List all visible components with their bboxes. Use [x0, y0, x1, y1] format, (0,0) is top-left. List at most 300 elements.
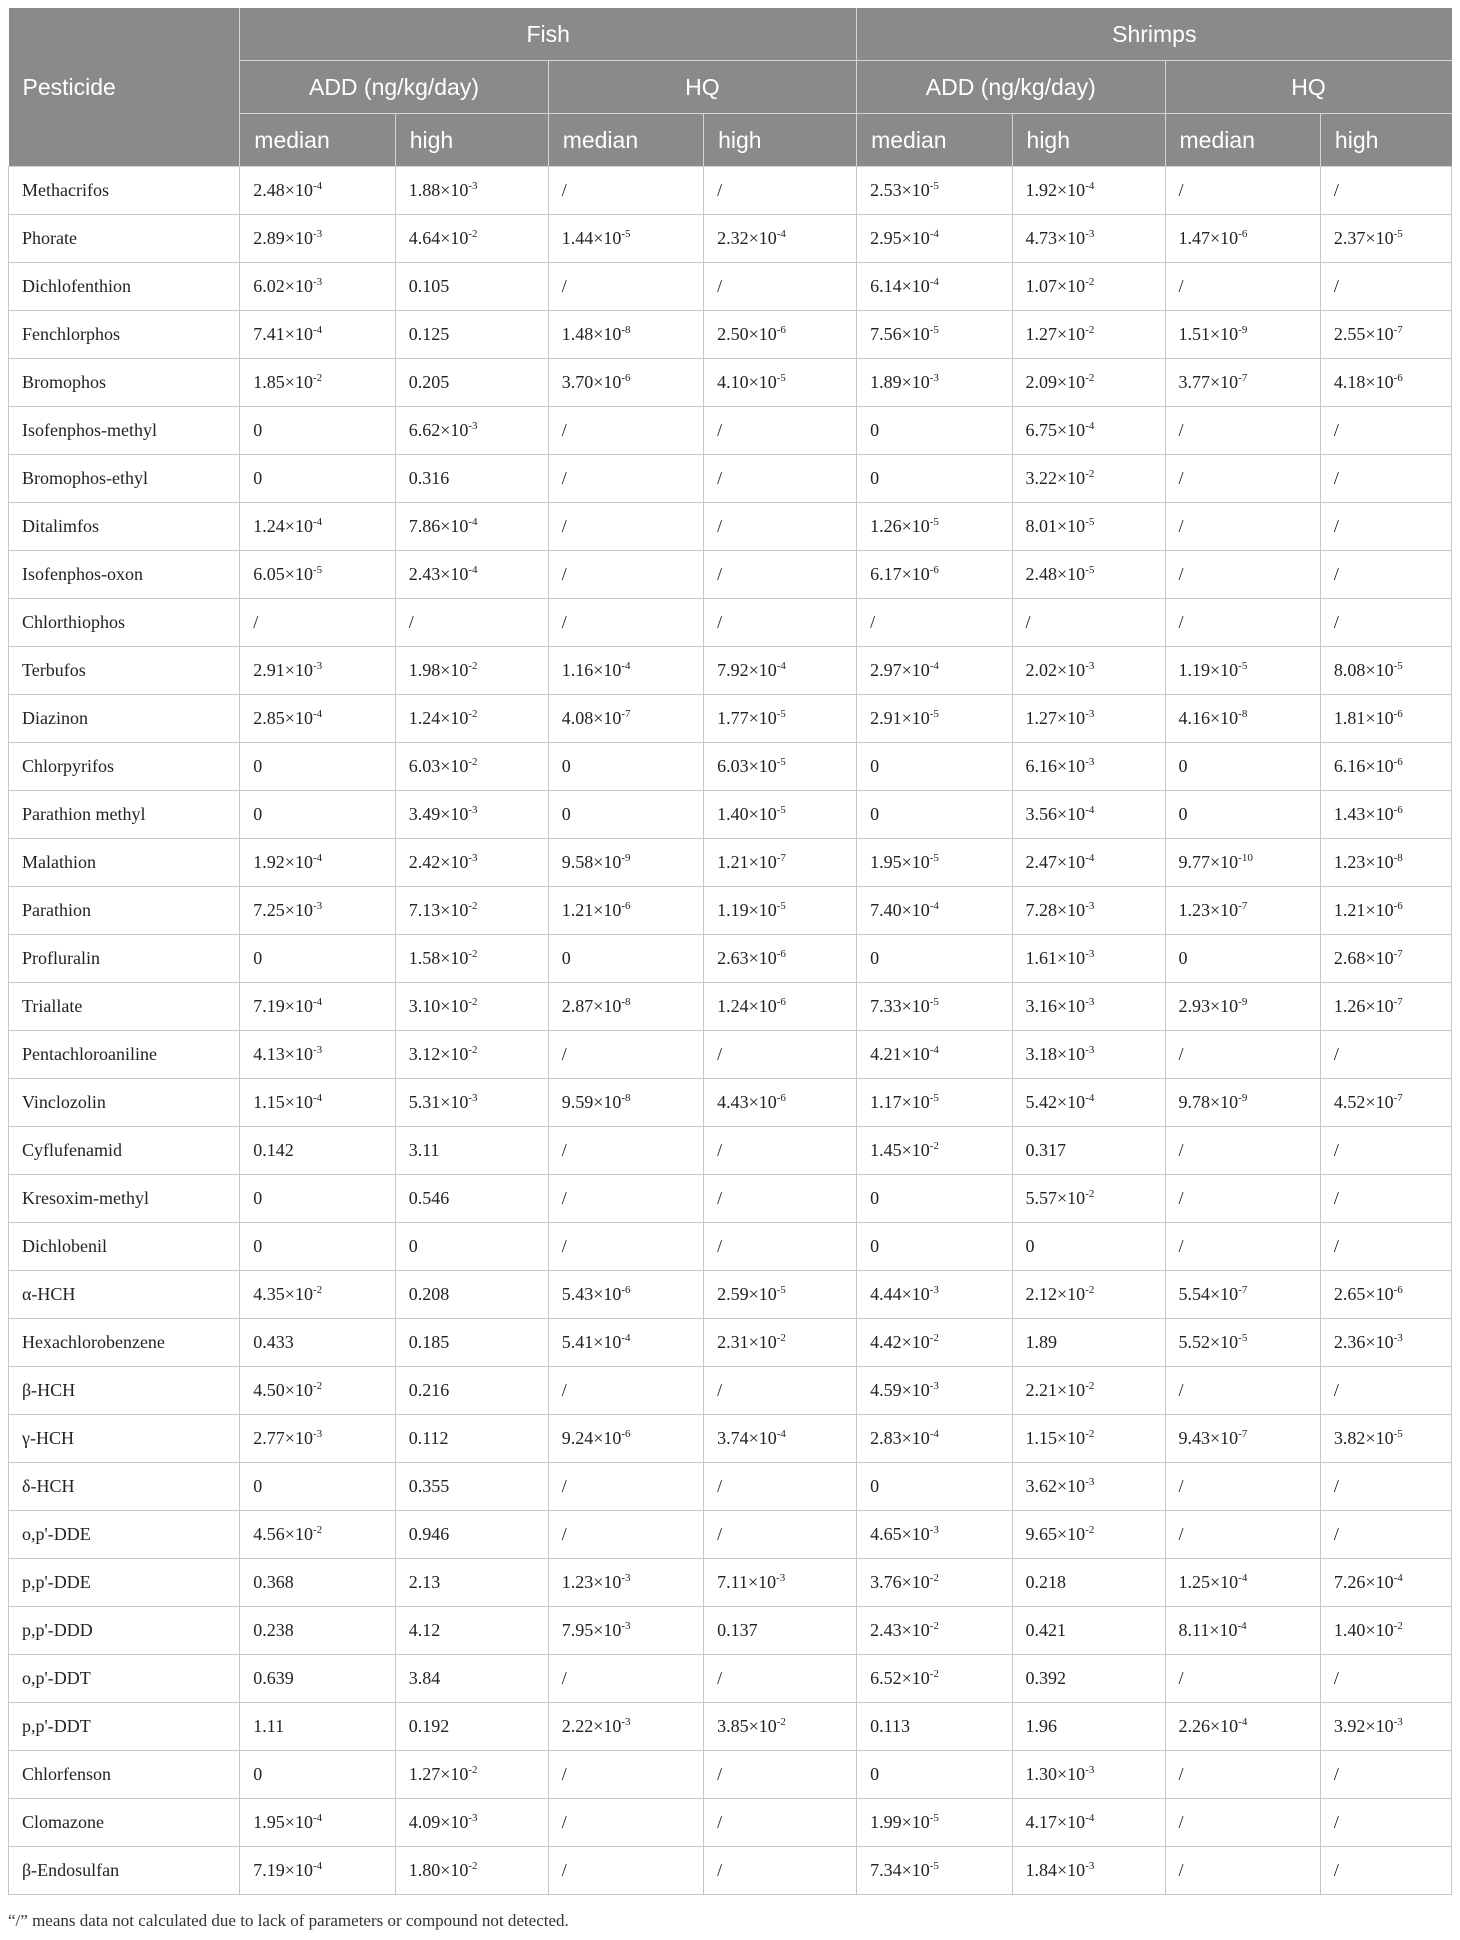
shrimps-hq-high-cell: $1.40\times 10^{-2}$: [1320, 1607, 1451, 1655]
fish-hq-high-cell: $2.31\times 10^{-2}$: [704, 1319, 857, 1367]
fish-add-median-cell: $7.41\times 10^{-4}$: [240, 311, 395, 359]
table-row: [9, 263, 1452, 311]
table-row: [9, 743, 1452, 791]
fish-hq-median-cell: /: [548, 1127, 703, 1175]
pesticide-name-cell: Parathion: [9, 887, 240, 935]
fish-add-high-cell: 4.12: [395, 1607, 548, 1655]
pesticide-name-cell: Chlorthiophos: [9, 599, 240, 647]
table-row: [9, 1079, 1452, 1127]
fish-hq-median-cell: /: [548, 455, 703, 503]
header-pesticide: Pesticide: [9, 8, 240, 167]
fish-hq-high-cell: /: [704, 551, 857, 599]
header-fish-hq-high: high: [704, 114, 857, 167]
shrimps-add-high-cell: $8.01\times 10^{-5}$: [1012, 503, 1165, 551]
fish-add-high-cell: 0.316: [395, 455, 548, 503]
fish-hq-median-cell: /: [548, 1655, 703, 1703]
header-shrimps-add-median: median: [857, 114, 1012, 167]
pesticide-name-cell: δ-HCH: [9, 1463, 240, 1511]
fish-hq-high-cell: /: [704, 167, 857, 215]
fish-add-median-cell: $4.56\times 10^{-2}$: [240, 1511, 395, 1559]
fish-add-median-cell: $1.92\times 10^{-4}$: [240, 839, 395, 887]
fish-add-high-cell: $6.62\times 10^{-3}$: [395, 407, 548, 455]
table-row: [9, 1703, 1452, 1751]
shrimps-hq-high-cell: $1.21\times 10^{-6}$: [1320, 887, 1451, 935]
pesticide-name-cell: p,p'-DDD: [9, 1607, 240, 1655]
fish-add-high-cell: $1.80\times 10^{-2}$: [395, 1847, 548, 1895]
fish-hq-high-cell: 0.137: [704, 1607, 857, 1655]
fish-add-high-cell: 0: [395, 1223, 548, 1271]
fish-add-median-cell: 0.639: [240, 1655, 395, 1703]
table-row: [9, 839, 1452, 887]
fish-add-median-cell: $4.13\times 10^{-3}$: [240, 1031, 395, 1079]
fish-add-median-cell: 0.368: [240, 1559, 395, 1607]
shrimps-add-high-cell: $3.56\times 10^{-4}$: [1012, 791, 1165, 839]
shrimps-add-median-cell: $1.45\times 10^{-2}$: [857, 1127, 1012, 1175]
shrimps-hq-median-cell: $3.77\times 10^{-7}$: [1165, 359, 1320, 407]
shrimps-hq-high-cell: /: [1320, 1511, 1451, 1559]
header-shrimps-add-high: high: [1012, 114, 1165, 167]
fish-add-median-cell: 0: [240, 1751, 395, 1799]
fish-add-median-cell: $1.95\times 10^{-4}$: [240, 1799, 395, 1847]
header-fish-hq: HQ: [548, 61, 856, 114]
table-row: [9, 167, 1452, 215]
shrimps-hq-high-cell: /: [1320, 1223, 1451, 1271]
shrimps-add-high-cell: $9.65\times 10^{-2}$: [1012, 1511, 1165, 1559]
pesticide-name-cell: Phorate: [9, 215, 240, 263]
shrimps-hq-median-cell: /: [1165, 167, 1320, 215]
pesticide-name-cell: p,p'-DDE: [9, 1559, 240, 1607]
table-row: [9, 599, 1452, 647]
fish-hq-high-cell: $6.03\times 10^{-5}$: [704, 743, 857, 791]
shrimps-add-high-cell: $3.16\times 10^{-3}$: [1012, 983, 1165, 1031]
shrimps-add-median-cell: 0: [857, 407, 1012, 455]
fish-add-median-cell: $1.85\times 10^{-2}$: [240, 359, 395, 407]
table-row: [9, 1271, 1452, 1319]
shrimps-add-median-cell: $4.21\times 10^{-4}$: [857, 1031, 1012, 1079]
shrimps-hq-high-cell: $2.65\times 10^{-6}$: [1320, 1271, 1451, 1319]
pesticide-name-cell: Cyflufenamid: [9, 1127, 240, 1175]
shrimps-add-median-cell: /: [857, 599, 1012, 647]
fish-hq-median-cell: /: [548, 599, 703, 647]
fish-add-high-cell: 0.216: [395, 1367, 548, 1415]
pesticide-name-cell: Bromophos-ethyl: [9, 455, 240, 503]
shrimps-hq-high-cell: /: [1320, 1175, 1451, 1223]
fish-hq-median-cell: $1.16\times 10^{-4}$: [548, 647, 703, 695]
table-row: [9, 1847, 1452, 1895]
fish-hq-high-cell: $3.85\times 10^{-2}$: [704, 1703, 857, 1751]
fish-hq-median-cell: /: [548, 407, 703, 455]
header-shrimps-hq: HQ: [1165, 61, 1452, 114]
header-shrimps-hq-high: high: [1320, 114, 1451, 167]
shrimps-hq-median-cell: /: [1165, 1175, 1320, 1223]
shrimps-add-high-cell: 0.421: [1012, 1607, 1165, 1655]
table-row: [9, 695, 1452, 743]
fish-hq-median-cell: /: [548, 503, 703, 551]
fish-hq-median-cell: /: [548, 1799, 703, 1847]
fish-add-high-cell: $2.42\times 10^{-3}$: [395, 839, 548, 887]
shrimps-add-median-cell: 0: [857, 743, 1012, 791]
fish-hq-high-cell: /: [704, 1751, 857, 1799]
shrimps-hq-median-cell: $1.19\times 10^{-5}$: [1165, 647, 1320, 695]
table-row: [9, 1559, 1452, 1607]
shrimps-add-high-cell: $1.07\times 10^{-2}$: [1012, 263, 1165, 311]
table-body: [9, 167, 1452, 1895]
shrimps-hq-median-cell: $4.16\times 10^{-8}$: [1165, 695, 1320, 743]
fish-add-high-cell: $7.86\times 10^{-4}$: [395, 503, 548, 551]
shrimps-hq-median-cell: 0: [1165, 791, 1320, 839]
shrimps-hq-median-cell: /: [1165, 551, 1320, 599]
fish-hq-median-cell: $1.23\times 10^{-3}$: [548, 1559, 703, 1607]
shrimps-add-high-cell: $5.42\times 10^{-4}$: [1012, 1079, 1165, 1127]
shrimps-add-median-cell: 0.113: [857, 1703, 1012, 1751]
shrimps-add-high-cell: /: [1012, 599, 1165, 647]
pesticide-name-cell: Dichlobenil: [9, 1223, 240, 1271]
shrimps-hq-median-cell: /: [1165, 1655, 1320, 1703]
fish-hq-high-cell: $4.43\times 10^{-6}$: [704, 1079, 857, 1127]
fish-hq-high-cell: $1.40\times 10^{-5}$: [704, 791, 857, 839]
fish-add-median-cell: 0: [240, 935, 395, 983]
fish-hq-high-cell: $1.77\times 10^{-5}$: [704, 695, 857, 743]
shrimps-hq-high-cell: /: [1320, 1031, 1451, 1079]
fish-add-high-cell: 0.112: [395, 1415, 548, 1463]
shrimps-add-median-cell: 0: [857, 935, 1012, 983]
table-row: [9, 1223, 1452, 1271]
fish-hq-high-cell: /: [704, 503, 857, 551]
fish-add-high-cell: 0.546: [395, 1175, 548, 1223]
fish-hq-median-cell: /: [548, 1367, 703, 1415]
fish-add-median-cell: $4.35\times 10^{-2}$: [240, 1271, 395, 1319]
fish-add-high-cell: $1.58\times 10^{-2}$: [395, 935, 548, 983]
fish-add-high-cell: $1.88\times 10^{-3}$: [395, 167, 548, 215]
fish-hq-median-cell: 0: [548, 791, 703, 839]
fish-add-median-cell: $1.24\times 10^{-4}$: [240, 503, 395, 551]
shrimps-hq-median-cell: $1.51\times 10^{-9}$: [1165, 311, 1320, 359]
shrimps-hq-high-cell: /: [1320, 551, 1451, 599]
shrimps-hq-high-cell: $1.43\times 10^{-6}$: [1320, 791, 1451, 839]
fish-hq-high-cell: /: [704, 455, 857, 503]
fish-add-median-cell: $2.77\times 10^{-3}$: [240, 1415, 395, 1463]
shrimps-hq-median-cell: /: [1165, 1367, 1320, 1415]
shrimps-hq-median-cell: /: [1165, 1799, 1320, 1847]
shrimps-hq-median-cell: 0: [1165, 935, 1320, 983]
header-shrimps-hq-median: median: [1165, 114, 1320, 167]
shrimps-add-high-cell: 1.89: [1012, 1319, 1165, 1367]
pesticide-table: [8, 8, 1452, 1895]
shrimps-hq-median-cell: $2.93\times 10^{-9}$: [1165, 983, 1320, 1031]
shrimps-hq-median-cell: $2.26\times 10^{-4}$: [1165, 1703, 1320, 1751]
shrimps-hq-high-cell: /: [1320, 1367, 1451, 1415]
fish-hq-median-cell: /: [548, 1847, 703, 1895]
header-shrimps: Shrimps: [857, 8, 1452, 61]
shrimps-hq-high-cell: $6.16\times 10^{-6}$: [1320, 743, 1451, 791]
shrimps-add-high-cell: $3.22\times 10^{-2}$: [1012, 455, 1165, 503]
shrimps-add-median-cell: $2.43\times 10^{-2}$: [857, 1607, 1012, 1655]
shrimps-hq-median-cell: /: [1165, 1511, 1320, 1559]
fish-add-median-cell: 0: [240, 791, 395, 839]
header-fish-add-median: median: [240, 114, 395, 167]
pesticide-name-cell: o,p'-DDE: [9, 1511, 240, 1559]
footnote: “/” means data not calculated due to lack of parameters or compound not detected.: [8, 1911, 569, 1930]
table-row: [9, 1751, 1452, 1799]
fish-add-median-cell: 0: [240, 455, 395, 503]
shrimps-hq-median-cell: $5.52\times 10^{-5}$: [1165, 1319, 1320, 1367]
fish-add-median-cell: $4.50\times 10^{-2}$: [240, 1367, 395, 1415]
shrimps-hq-high-cell: /: [1320, 167, 1451, 215]
fish-add-high-cell: 0.105: [395, 263, 548, 311]
fish-hq-median-cell: $4.08\times 10^{-7}$: [548, 695, 703, 743]
fish-add-median-cell: 0: [240, 1463, 395, 1511]
shrimps-add-high-cell: $2.09\times 10^{-2}$: [1012, 359, 1165, 407]
shrimps-add-median-cell: $2.83\times 10^{-4}$: [857, 1415, 1012, 1463]
fish-hq-high-cell: /: [704, 1799, 857, 1847]
pesticide-name-cell: β-Endosulfan: [9, 1847, 240, 1895]
fish-hq-high-cell: $1.24\times 10^{-6}$: [704, 983, 857, 1031]
header-shrimps-add: ADD (ng/kg/day): [857, 61, 1165, 114]
shrimps-hq-high-cell: /: [1320, 503, 1451, 551]
shrimps-hq-median-cell: /: [1165, 1127, 1320, 1175]
shrimps-hq-high-cell: $7.26\times 10^{-4}$: [1320, 1559, 1451, 1607]
shrimps-add-high-cell: $1.92\times 10^{-4}$: [1012, 167, 1165, 215]
table-row: [9, 503, 1452, 551]
shrimps-add-median-cell: $7.34\times 10^{-5}$: [857, 1847, 1012, 1895]
shrimps-add-median-cell: $2.97\times 10^{-4}$: [857, 647, 1012, 695]
fish-hq-high-cell: /: [704, 599, 857, 647]
fish-add-median-cell: 0: [240, 1223, 395, 1271]
shrimps-hq-high-cell: $8.08\times 10^{-5}$: [1320, 647, 1451, 695]
fish-add-high-cell: $3.49\times 10^{-3}$: [395, 791, 548, 839]
pesticide-name-cell: α-HCH: [9, 1271, 240, 1319]
shrimps-add-median-cell: 0: [857, 791, 1012, 839]
fish-add-high-cell: 0.185: [395, 1319, 548, 1367]
header-fish-hq-median: median: [548, 114, 703, 167]
table-row: [9, 1367, 1452, 1415]
shrimps-add-high-cell: $5.57\times 10^{-2}$: [1012, 1175, 1165, 1223]
pesticide-name-cell: Terbufos: [9, 647, 240, 695]
fish-hq-median-cell: $2.22\times 10^{-3}$: [548, 1703, 703, 1751]
table-row: [9, 359, 1452, 407]
fish-hq-median-cell: /: [548, 167, 703, 215]
fish-hq-high-cell: /: [704, 1655, 857, 1703]
fish-add-median-cell: $6.02\times 10^{-3}$: [240, 263, 395, 311]
fish-add-high-cell: $1.98\times 10^{-2}$: [395, 647, 548, 695]
shrimps-hq-high-cell: /: [1320, 1463, 1451, 1511]
shrimps-hq-high-cell: /: [1320, 1799, 1451, 1847]
shrimps-hq-median-cell: $8.11\times 10^{-4}$: [1165, 1607, 1320, 1655]
shrimps-hq-median-cell: /: [1165, 407, 1320, 455]
fish-hq-median-cell: /: [548, 263, 703, 311]
fish-hq-median-cell: $1.44\times 10^{-5}$: [548, 215, 703, 263]
fish-add-high-cell: $1.27\times 10^{-2}$: [395, 1751, 548, 1799]
shrimps-hq-median-cell: /: [1165, 1751, 1320, 1799]
shrimps-hq-high-cell: /: [1320, 455, 1451, 503]
pesticide-name-cell: Chlorfenson: [9, 1751, 240, 1799]
shrimps-hq-high-cell: $2.37\times 10^{-5}$: [1320, 215, 1451, 263]
table-row: [9, 1127, 1452, 1175]
fish-add-median-cell: 0.433: [240, 1319, 395, 1367]
shrimps-hq-median-cell: $1.25\times 10^{-4}$: [1165, 1559, 1320, 1607]
pesticide-name-cell: Chlorpyrifos: [9, 743, 240, 791]
shrimps-add-high-cell: $4.17\times 10^{-4}$: [1012, 1799, 1165, 1847]
fish-add-high-cell: 0.125: [395, 311, 548, 359]
pesticide-name-cell: Hexachlorobenzene: [9, 1319, 240, 1367]
fish-hq-high-cell: $4.10\times 10^{-5}$: [704, 359, 857, 407]
pesticide-name-cell: Clomazone: [9, 1799, 240, 1847]
fish-add-median-cell: $7.19\times 10^{-4}$: [240, 1847, 395, 1895]
pesticide-name-cell: o,p'-DDT: [9, 1655, 240, 1703]
fish-add-median-cell: /: [240, 599, 395, 647]
shrimps-add-median-cell: $6.17\times 10^{-6}$: [857, 551, 1012, 599]
fish-hq-high-cell: /: [704, 1463, 857, 1511]
table-container: [8, 8, 1452, 1895]
shrimps-hq-median-cell: /: [1165, 1223, 1320, 1271]
fish-hq-high-cell: $7.11\times 10^{-3}$: [704, 1559, 857, 1607]
table-row: [9, 455, 1452, 503]
fish-hq-median-cell: /: [548, 1223, 703, 1271]
shrimps-add-high-cell: $3.62\times 10^{-3}$: [1012, 1463, 1165, 1511]
fish-add-median-cell: $2.48\times 10^{-4}$: [240, 167, 395, 215]
shrimps-add-high-cell: $2.21\times 10^{-2}$: [1012, 1367, 1165, 1415]
fish-hq-high-cell: /: [704, 263, 857, 311]
shrimps-hq-high-cell: $3.92\times 10^{-3}$: [1320, 1703, 1451, 1751]
fish-hq-median-cell: $3.70\times 10^{-6}$: [548, 359, 703, 407]
table-row: [9, 407, 1452, 455]
fish-add-median-cell: $7.25\times 10^{-3}$: [240, 887, 395, 935]
fish-hq-high-cell: /: [704, 407, 857, 455]
shrimps-add-median-cell: $1.26\times 10^{-5}$: [857, 503, 1012, 551]
fish-add-median-cell: 0: [240, 407, 395, 455]
shrimps-add-median-cell: $7.56\times 10^{-5}$: [857, 311, 1012, 359]
shrimps-add-high-cell: $3.18\times 10^{-3}$: [1012, 1031, 1165, 1079]
shrimps-add-high-cell: 1.96: [1012, 1703, 1165, 1751]
header-fish-add: ADD (ng/kg/day): [240, 61, 548, 114]
fish-add-median-cell: 0.238: [240, 1607, 395, 1655]
fish-add-median-cell: $2.89\times 10^{-3}$: [240, 215, 395, 263]
pesticide-name-cell: Profluralin: [9, 935, 240, 983]
shrimps-add-median-cell: $4.65\times 10^{-3}$: [857, 1511, 1012, 1559]
shrimps-add-median-cell: $3.76\times 10^{-2}$: [857, 1559, 1012, 1607]
table-row: [9, 1463, 1452, 1511]
shrimps-add-high-cell: $1.30\times 10^{-3}$: [1012, 1751, 1165, 1799]
fish-add-median-cell: 0: [240, 1175, 395, 1223]
shrimps-add-median-cell: $4.44\times 10^{-3}$: [857, 1271, 1012, 1319]
table-row: [9, 935, 1452, 983]
table-row: [9, 1799, 1452, 1847]
shrimps-hq-median-cell: $1.47\times 10^{-6}$: [1165, 215, 1320, 263]
shrimps-add-high-cell: $1.61\times 10^{-3}$: [1012, 935, 1165, 983]
fish-hq-high-cell: $3.74\times 10^{-4}$: [704, 1415, 857, 1463]
shrimps-hq-median-cell: /: [1165, 503, 1320, 551]
pesticide-name-cell: Bromophos: [9, 359, 240, 407]
shrimps-hq-median-cell: $1.23\times 10^{-7}$: [1165, 887, 1320, 935]
shrimps-add-high-cell: $7.28\times 10^{-3}$: [1012, 887, 1165, 935]
shrimps-add-median-cell: $1.99\times 10^{-5}$: [857, 1799, 1012, 1847]
fish-add-high-cell: $5.31\times 10^{-3}$: [395, 1079, 548, 1127]
shrimps-hq-high-cell: /: [1320, 599, 1451, 647]
shrimps-hq-median-cell: $5.54\times 10^{-7}$: [1165, 1271, 1320, 1319]
shrimps-hq-median-cell: $9.78\times 10^{-9}$: [1165, 1079, 1320, 1127]
table-row: [9, 1655, 1452, 1703]
pesticide-name-cell: Isofenphos-methyl: [9, 407, 240, 455]
fish-add-median-cell: 0.142: [240, 1127, 395, 1175]
shrimps-add-high-cell: 0.392: [1012, 1655, 1165, 1703]
shrimps-add-median-cell: $2.53\times 10^{-5}$: [857, 167, 1012, 215]
shrimps-hq-high-cell: /: [1320, 263, 1451, 311]
shrimps-add-high-cell: $2.02\times 10^{-3}$: [1012, 647, 1165, 695]
pesticide-name-cell: Parathion methyl: [9, 791, 240, 839]
shrimps-add-high-cell: $1.27\times 10^{-2}$: [1012, 311, 1165, 359]
shrimps-hq-high-cell: /: [1320, 1847, 1451, 1895]
table-row: [9, 551, 1452, 599]
fish-hq-high-cell: /: [704, 1031, 857, 1079]
table-row: [9, 1415, 1452, 1463]
table-row: [9, 1175, 1452, 1223]
shrimps-add-high-cell: $6.16\times 10^{-3}$: [1012, 743, 1165, 791]
fish-hq-high-cell: /: [704, 1175, 857, 1223]
fish-hq-median-cell: $5.43\times 10^{-6}$: [548, 1271, 703, 1319]
fish-add-high-cell: 0.208: [395, 1271, 548, 1319]
fish-add-median-cell: 1.11: [240, 1703, 395, 1751]
shrimps-hq-median-cell: /: [1165, 599, 1320, 647]
pesticide-name-cell: p,p'-DDT: [9, 1703, 240, 1751]
shrimps-hq-high-cell: $1.81\times 10^{-6}$: [1320, 695, 1451, 743]
shrimps-add-median-cell: $1.17\times 10^{-5}$: [857, 1079, 1012, 1127]
shrimps-add-median-cell: $6.52\times 10^{-2}$: [857, 1655, 1012, 1703]
shrimps-add-high-cell: $2.48\times 10^{-5}$: [1012, 551, 1165, 599]
table-row: [9, 647, 1452, 695]
shrimps-add-median-cell: $4.42\times 10^{-2}$: [857, 1319, 1012, 1367]
fish-add-high-cell: $6.03\times 10^{-2}$: [395, 743, 548, 791]
pesticide-name-cell: β-HCH: [9, 1367, 240, 1415]
shrimps-hq-high-cell: /: [1320, 1751, 1451, 1799]
pesticide-name-cell: Kresoxim-methyl: [9, 1175, 240, 1223]
fish-add-median-cell: $6.05\times 10^{-5}$: [240, 551, 395, 599]
fish-hq-high-cell: /: [704, 1223, 857, 1271]
fish-add-median-cell: 0: [240, 743, 395, 791]
fish-add-high-cell: $3.10\times 10^{-2}$: [395, 983, 548, 1031]
shrimps-hq-high-cell: $2.68\times 10^{-7}$: [1320, 935, 1451, 983]
pesticide-name-cell: Triallate: [9, 983, 240, 1031]
pesticide-name-cell: Ditalimfos: [9, 503, 240, 551]
pesticide-name-cell: Fenchlorphos: [9, 311, 240, 359]
fish-add-median-cell: $1.15\times 10^{-4}$: [240, 1079, 395, 1127]
shrimps-hq-high-cell: $4.52\times 10^{-7}$: [1320, 1079, 1451, 1127]
shrimps-hq-median-cell: /: [1165, 263, 1320, 311]
shrimps-hq-high-cell: $2.36\times 10^{-3}$: [1320, 1319, 1451, 1367]
fish-add-high-cell: 0.205: [395, 359, 548, 407]
shrimps-hq-high-cell: $3.82\times 10^{-5}$: [1320, 1415, 1451, 1463]
fish-add-median-cell: $7.19\times 10^{-4}$: [240, 983, 395, 1031]
fish-hq-median-cell: $7.95\times 10^{-3}$: [548, 1607, 703, 1655]
table-row: [9, 311, 1452, 359]
header-fish: Fish: [240, 8, 857, 61]
fish-hq-median-cell: /: [548, 1175, 703, 1223]
shrimps-hq-median-cell: /: [1165, 1031, 1320, 1079]
fish-hq-high-cell: $7.92\times 10^{-4}$: [704, 647, 857, 695]
shrimps-hq-high-cell: $1.23\times 10^{-8}$: [1320, 839, 1451, 887]
pesticide-name-cell: γ-HCH: [9, 1415, 240, 1463]
shrimps-add-high-cell: 0: [1012, 1223, 1165, 1271]
shrimps-add-high-cell: 0.317: [1012, 1127, 1165, 1175]
shrimps-hq-median-cell: /: [1165, 1463, 1320, 1511]
shrimps-add-median-cell: $7.40\times 10^{-4}$: [857, 887, 1012, 935]
fish-hq-median-cell: 0: [548, 935, 703, 983]
shrimps-add-high-cell: $6.75\times 10^{-4}$: [1012, 407, 1165, 455]
shrimps-hq-high-cell: $1.26\times 10^{-7}$: [1320, 983, 1451, 1031]
pesticide-name-cell: Pentachloroaniline: [9, 1031, 240, 1079]
fish-hq-median-cell: $1.48\times 10^{-8}$: [548, 311, 703, 359]
fish-hq-median-cell: /: [548, 1031, 703, 1079]
shrimps-hq-median-cell: /: [1165, 455, 1320, 503]
